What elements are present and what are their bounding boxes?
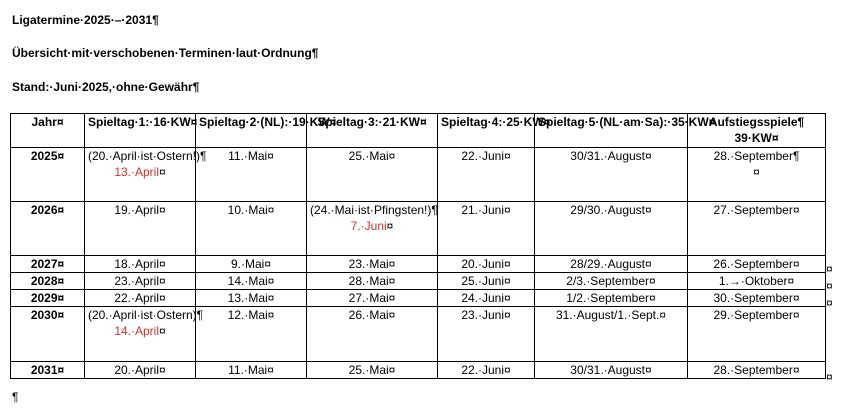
- aufstieg-cell: 30.·September¤: [688, 290, 826, 307]
- spieltag-4-cell: 23.·Juni¤: [438, 307, 535, 362]
- spieltag-4-cell: 21.·Juni¤: [438, 202, 535, 256]
- header-spieltag-3: Spieltag·3:·21·KW¤: [307, 114, 438, 148]
- spieltag-5-cell: 28/29.·August¤: [535, 256, 688, 273]
- spieltag-3-cell: 27.·Mai¤: [307, 290, 438, 307]
- spieltag-2-cell: 11.·Mai¤: [196, 148, 307, 202]
- shifted-date: 13.·April: [114, 165, 159, 179]
- spieltag-3-cell: 25.·Mai¤: [307, 148, 438, 202]
- spieltag-5-cell: 29/30.·August¤: [535, 202, 688, 256]
- header-spieltag-4: Spieltag·4:·25·KW¤: [438, 114, 535, 148]
- table-row: [11, 307, 826, 362]
- spieltag-5-cell: 30/31.·August¤: [535, 362, 688, 379]
- row-end-mark: ¤: [826, 296, 833, 310]
- spieltag-4-cell: 20.·Juni¤: [438, 256, 535, 273]
- header-spieltag-5: Spieltag·5·(NL·am·Sa):·35·KW¤: [535, 114, 688, 148]
- header-spieltag-1: Spieltag·1:·16·KW¤: [85, 114, 196, 148]
- spieltag-1-cell: [85, 148, 207, 202]
- spieltag-3-cell: 26.·Mai¤: [307, 307, 438, 362]
- spieltag-4-cell: 25.·Juni¤: [438, 273, 535, 290]
- spieltag-1-cell: [85, 307, 204, 362]
- spieltag-2-cell: 10.·Mai¤: [196, 202, 307, 256]
- league-dates-table: [10, 113, 826, 379]
- table-header-row: [11, 114, 826, 148]
- shifted-date: 7.·Juni: [350, 219, 387, 233]
- spieltag-3-cell: 25.·Mai¤: [307, 362, 438, 379]
- end-paragraph-mark: ¶: [12, 390, 19, 404]
- shifted-date: 14.·April: [114, 324, 159, 338]
- header-aufstiegsspiele: Aufstiegsspiele¶ 39·KW¤: [688, 114, 826, 148]
- cell-end-mark: ¤: [159, 165, 166, 179]
- cell-end-mark: ¤: [159, 324, 166, 338]
- aufstieg-cell: 29.·September¤: [688, 307, 826, 362]
- cell-note: (20.·April·ist·Ostern)¶: [88, 308, 204, 322]
- aufstieg-cell: [688, 148, 826, 202]
- spieltag-1-cell: 22.·April¤: [85, 290, 196, 307]
- row-end-mark: ¤: [826, 279, 833, 293]
- spieltag-1-cell: 18.·April¤: [85, 256, 196, 273]
- cell-note: (24.·Mai·ist·Pfingsten!)¶: [310, 203, 438, 217]
- document-subtitle: Übersicht·mit·verschobenen·Terminen·laut·Ordnung¶: [12, 46, 319, 60]
- spieltag-2-cell: 11.·Mai¤: [196, 362, 307, 379]
- cell-end-mark: ¤: [753, 165, 760, 179]
- spieltag-5-cell: 1/2.·September¤: [535, 290, 688, 307]
- header-year: Jahr¤: [11, 114, 85, 148]
- spieltag-4-cell: 22.·Juni¤: [438, 362, 535, 379]
- spieltag-2-cell: 13.·Mai¤: [196, 290, 307, 307]
- table-row: [11, 273, 826, 290]
- spieltag-2-cell: 14.·Mai¤: [196, 273, 307, 290]
- table-row: [11, 290, 826, 307]
- year-cell: 2029¤: [11, 290, 85, 307]
- year-cell: 2027¤: [11, 256, 85, 273]
- table-row: [11, 256, 826, 273]
- spieltag-1-cell: 20.·April¤: [85, 362, 196, 379]
- cell-text: 28.·September¶: [713, 149, 800, 163]
- spieltag-4-cell: 22.·Juni¤: [438, 148, 535, 202]
- aufstieg-cell: 27.·September¤: [688, 202, 826, 256]
- header-spieltag-2: Spieltag·2·(NL):·19·KW¤: [196, 114, 307, 148]
- cell-end-mark: ¤: [386, 219, 394, 233]
- cell-note: (20.·April·ist·Ostern!)¶: [88, 149, 207, 163]
- year-cell: 2028¤: [11, 273, 85, 290]
- year-cell: 2026¤: [11, 202, 85, 256]
- aufstieg-cell: 28.·September¤: [688, 362, 826, 379]
- year-cell: 2031¤: [11, 362, 85, 379]
- spieltag-3-cell: [307, 202, 438, 256]
- spieltag-3-cell: 28.·Mai¤: [307, 273, 438, 290]
- aufstieg-cell: 1.→·Oktober¤: [688, 273, 826, 290]
- spieltag-1-cell: 23.·April¤: [85, 273, 196, 290]
- table-row: [11, 202, 826, 256]
- table-row: [11, 148, 826, 202]
- spieltag-5-cell: 2/3.·September¤: [535, 273, 688, 290]
- spieltag-1-cell: 19.·April¤: [85, 202, 196, 256]
- table-row: [11, 362, 826, 379]
- year-cell: 2025¤: [11, 148, 85, 202]
- spieltag-2-cell: 12.·Mai¤: [196, 307, 307, 362]
- spieltag-4-cell: 24.·Juni¤: [438, 290, 535, 307]
- spieltag-5-cell: 31.·August/1.·Sept.¤: [535, 307, 688, 362]
- row-end-mark: ¤: [826, 370, 833, 384]
- row-end-mark: ¤: [826, 262, 833, 276]
- year-cell: 2030¤: [11, 307, 85, 362]
- spieltag-5-cell: 30/31.·August¤: [535, 148, 688, 202]
- spieltag-2-cell: 9.·Mai¤: [196, 256, 307, 273]
- spieltag-3-cell: 23.·Mai¤: [307, 256, 438, 273]
- document-title: Ligatermine·2025·–·2031¶: [12, 13, 159, 27]
- aufstieg-cell: 26.·September¤: [688, 256, 826, 273]
- document-status: Stand:·Juni·2025,·ohne·Gewähr¶: [12, 80, 200, 94]
